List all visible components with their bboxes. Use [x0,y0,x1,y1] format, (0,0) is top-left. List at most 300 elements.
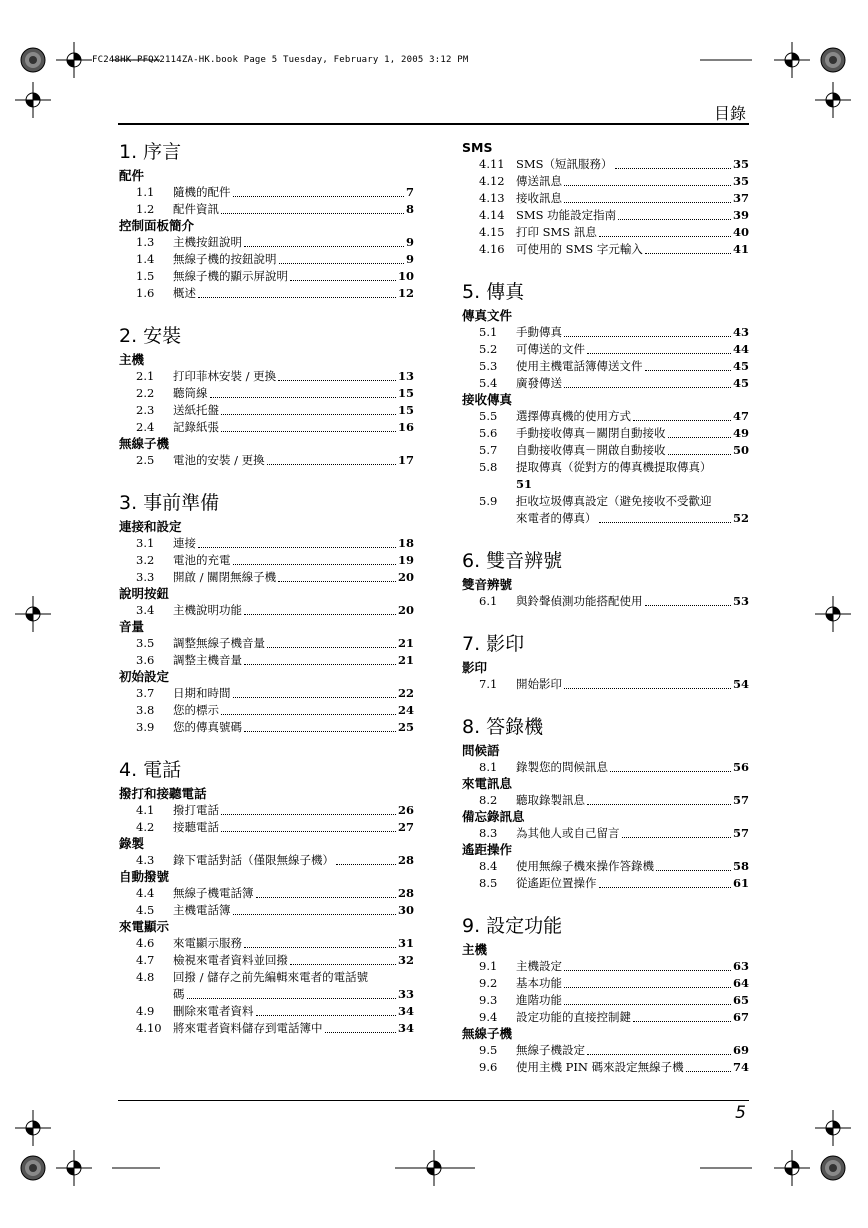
entry-title: 隨機的配件 [173,185,231,199]
entry-number: 8.2 [479,793,498,807]
section-heading: 問候語 [462,743,500,758]
dot-leader [244,731,396,732]
entry-title: 打印菲林安裝 / 更換 [173,369,277,383]
dot-leader [564,970,731,971]
dot-leader [290,280,396,281]
entry-page: 30 [397,903,414,917]
dot-leader [645,253,731,254]
entry-number: 2.5 [136,453,155,467]
entry-number: 5.7 [479,443,498,457]
entry-page: 33 [397,987,414,1001]
dot-leader [221,714,396,715]
entry-page: 35 [732,157,749,171]
entry-page: 37 [732,191,749,205]
dot-leader [633,1021,731,1022]
toc-entry [462,156,749,173]
entry-page: 44 [732,342,749,356]
entry-number: 1.2 [136,202,155,216]
toc-entry [119,719,414,736]
entry-number: 1.5 [136,269,155,283]
entry-number: 3.2 [136,553,155,567]
entry-body [516,493,749,527]
section-heading: 控制面板簡介 [119,218,195,233]
section-heading: 傳真文件 [462,308,513,323]
chapter-heading: 2. 安裝 [119,325,182,347]
entry-number: 4.8 [136,970,155,984]
entry-page: 45 [732,359,749,373]
entry-title: 電池的安裝 / 更換 [173,453,265,467]
entry-title-line2: 來電者的傳真） [516,511,597,525]
entry-title: 概述 [173,286,196,300]
entry-page: 65 [732,993,749,1007]
entry-title: 使用主機電話簿傳送文件 [516,359,643,373]
entry-number: 5.3 [479,359,498,373]
entry-title: 使用主機 PIN 碼來設定無線子機 [516,1060,684,1074]
toc-entry [119,702,414,719]
toc-entry [119,635,414,652]
entry-page: 18 [397,536,414,550]
section-heading: 備忘錄訊息 [462,809,525,824]
entry-body [173,969,414,1003]
entry-page: 40 [732,225,749,239]
toc-entry [119,852,414,869]
toc-entry [462,759,749,776]
entry-title: 進階功能 [516,993,562,1007]
entry-number: 6.1 [479,594,498,608]
toc-entry [119,1003,414,1020]
entry-title: 從遙距位置操作 [516,876,597,890]
chapter-heading: 1. 序言 [119,141,182,163]
dot-leader [267,647,396,648]
entry-number: 4.16 [479,242,505,256]
entry-number: 9.3 [479,993,498,1007]
entry-page: 9 [405,235,414,249]
toc-entry [119,902,414,919]
entry-title: 記錄紙張 [173,420,219,434]
entry-page: 20 [397,603,414,617]
toc-entry [462,442,749,459]
entry-number: 5.2 [479,342,498,356]
entry-number: 1.1 [136,185,155,199]
entry-page: 54 [732,677,749,691]
dot-leader [656,870,731,871]
entry-title: 開啟 / 關閉無線子機 [173,570,277,584]
toc-entry [462,493,749,527]
toc-entry [119,234,414,251]
entry-page: 50 [732,443,749,457]
entry-title: 送紙托盤 [173,403,219,417]
entry-page: 26 [397,803,414,817]
toc-entry [462,190,749,207]
section-heading: 影印 [462,660,488,675]
toc-entry [462,1042,749,1059]
entry-title: 聽筒線 [173,386,208,400]
entry-title: 選擇傳真機的使用方式 [516,409,631,423]
entry-number: 5.6 [479,426,498,440]
toc-entry [462,975,749,992]
entry-number: 9.1 [479,959,498,973]
entry-body [516,459,749,493]
chapter-heading: 9. 設定功能 [462,915,563,937]
dot-leader [668,437,731,438]
entry-number: 1.3 [136,235,155,249]
header-rule [118,123,749,125]
toc-entry [119,819,414,836]
entry-page: 63 [732,959,749,973]
section-heading: 連接和設定 [119,519,182,534]
entry-title: 開始影印 [516,677,562,691]
entry-page: 28 [397,886,414,900]
chapter-heading: 3. 事前準備 [119,492,220,514]
dot-leader [564,387,731,388]
dot-leader [278,581,396,582]
dot-leader [290,964,396,965]
entry-page: 35 [732,174,749,188]
entry-title: SMS 功能設定指南 [516,208,617,222]
header-title: 目錄 [713,104,746,123]
toc-entry [462,825,749,842]
toc-entry [462,224,749,241]
section-heading: 撥打和接聽電話 [119,786,207,801]
entry-page: 12 [397,286,414,300]
entry-title: 無線子機的顯示屏說明 [173,269,288,283]
entry-number: 5.8 [479,460,498,474]
entry-page: 52 [732,511,749,525]
entry-title: 聽取錄製訊息 [516,793,585,807]
entry-number: 3.9 [136,720,155,734]
toc-entry [119,184,414,201]
entry-number: 3.5 [136,636,155,650]
toc-entry [462,459,749,493]
entry-title: 手動傳真 [516,325,562,339]
entry-page: 41 [732,242,749,256]
dot-leader [599,522,731,523]
entry-page: 24 [397,703,414,717]
entry-title: 刪除來電者資料 [173,1004,254,1018]
toc-entry [119,885,414,902]
entry-number: 3.1 [136,536,155,550]
dot-leader [564,987,731,988]
entry-number: 9.5 [479,1043,498,1057]
section-heading: 接收傳真 [462,392,513,407]
toc-entry [119,368,414,385]
toc-entry [119,385,414,402]
dot-leader [198,547,396,548]
entry-number: 4.4 [136,886,155,900]
entry-title: 電池的充電 [173,553,231,567]
dot-leader [233,564,396,565]
entry-page: 58 [732,859,749,873]
section-heading: SMS [462,140,493,155]
entry-number: 8.4 [479,859,498,873]
dot-leader [278,380,396,381]
chapter-heading: 4. 電話 [119,759,182,781]
entry-page: 32 [397,953,414,967]
toc-entry [462,358,749,375]
dot-leader [564,336,731,337]
footer-rule [118,1100,749,1101]
toc-entry [119,285,414,302]
entry-page: 31 [397,936,414,950]
entry-page: 57 [732,793,749,807]
toc-entry [119,685,414,702]
entry-number: 5.1 [479,325,498,339]
entry-number: 4.12 [479,174,505,188]
dot-leader [587,353,731,354]
entry-page: 7 [405,185,414,199]
dot-leader [668,454,731,455]
entry-title: 主機按鈕說明 [173,235,242,249]
toc-entry [119,251,414,268]
entry-number: 4.2 [136,820,155,834]
entry-page: 47 [732,409,749,423]
entry-title: 設定功能的直接控制鍵 [516,1010,631,1024]
entry-title: 來電顯示服務 [173,936,242,950]
dot-leader [244,664,396,665]
entry-title: 拒收垃圾傳真設定（避免接收不受歡迎 [516,494,712,508]
section-heading: 自動撥號 [119,869,170,884]
dot-leader [645,605,731,606]
dot-leader [279,263,404,264]
entry-title: 您的標示 [173,703,219,717]
entry-page: 20 [397,570,414,584]
toc-entry [119,552,414,569]
section-heading: 說明按鈕 [119,586,170,601]
section-heading: 遙距操作 [462,842,513,857]
section-heading: 無線子機 [462,1026,513,1041]
entry-title-continued [173,986,414,1003]
toc-entry [462,992,749,1009]
entry-number: 8.5 [479,876,498,890]
entry-page: 28 [397,853,414,867]
section-heading: 錄製 [119,836,145,851]
dot-leader [686,1071,731,1072]
page-number: 5 [735,1103,746,1123]
entry-page: 10 [397,269,414,283]
entry-number: 4.11 [479,157,505,171]
dot-leader [587,1054,731,1055]
toc-entry [462,1009,749,1026]
toc-right-column [462,140,749,1076]
dot-leader [233,196,404,197]
dot-leader [615,168,731,169]
entry-title-line2: 碼 [173,987,185,1001]
entry-title: 錄下電話對話（僅限無線子機） [173,853,334,867]
toc-entry [119,952,414,969]
toc-entry [119,1020,414,1037]
entry-number: 8.1 [479,760,498,774]
toc-entry [119,652,414,669]
dot-leader [336,864,396,865]
entry-page: 43 [732,325,749,339]
entry-number: 3.8 [136,703,155,717]
entry-number: 1.6 [136,286,155,300]
dot-leader [564,1004,731,1005]
section-heading: 來電訊息 [462,776,513,791]
entry-number: 9.6 [479,1060,498,1074]
chapter-heading: 5. 傳真 [462,281,525,303]
toc-entry [462,241,749,258]
entry-title: 接收訊息 [516,191,562,205]
entry-number: 4.6 [136,936,155,950]
entry-number: 5.9 [479,494,498,508]
toc-entry [462,408,749,425]
entry-number: 4.1 [136,803,155,817]
entry-number: 4.15 [479,225,505,239]
entry-page: 17 [397,453,414,467]
entry-title: 自動接收傳真－開啟自動接收 [516,443,666,457]
entry-page: 57 [732,826,749,840]
dot-leader [244,947,396,948]
entry-title: 日期和時間 [173,686,231,700]
entry-number: 4.9 [136,1004,155,1018]
toc-entry [119,419,414,436]
entry-title: 主機設定 [516,959,562,973]
toc-entry [462,875,749,892]
entry-page: 9 [405,252,414,266]
entry-title: 檢視來電者資料並回撥 [173,953,288,967]
dot-leader [325,1032,396,1033]
entry-page: 8 [405,202,414,216]
toc-entry [462,858,749,875]
entry-number: 4.7 [136,953,155,967]
entry-page: 45 [732,376,749,390]
toc-left-column [119,140,414,1037]
entry-number: 8.3 [479,826,498,840]
entry-page: 53 [732,594,749,608]
entry-page: 25 [397,720,414,734]
entry-number: 4.5 [136,903,155,917]
chapter-heading: 6. 雙音辨號 [462,550,563,572]
print-slug: FC248HK-PFQX2114ZA-HK.book Page 5 Tuesday, February 1, 2005 3:12 PM [92,55,469,65]
dot-leader [564,202,731,203]
entry-page: 27 [397,820,414,834]
entry-number: 3.3 [136,570,155,584]
entry-number: 7.1 [479,677,498,691]
entry-page: 15 [397,386,414,400]
toc-entry [462,207,749,224]
dot-leader [599,236,731,237]
dot-leader [221,814,396,815]
entry-title: 調整主機音量 [173,653,242,667]
entry-number: 3.4 [136,603,155,617]
entry-title: 傳送訊息 [516,174,562,188]
entry-title: 主機電話簿 [173,903,231,917]
section-heading: 雙音辨號 [462,577,513,592]
dot-leader [633,420,731,421]
toc-entry [462,324,749,341]
toc-entry [119,201,414,218]
entry-number: 4.3 [136,853,155,867]
entry-title: 撥打電話 [173,803,219,817]
entry-page: 15 [397,403,414,417]
entry-page: 34 [397,1004,414,1018]
toc-entry [119,402,414,419]
section-heading: 初始設定 [119,669,170,684]
toc-entry [462,173,749,190]
dot-leader [618,219,731,220]
section-heading: 來電顯示 [119,919,170,934]
entry-title: 手動接收傳真－關閉自動接收 [516,426,666,440]
entry-number: 2.4 [136,420,155,434]
entry-number: 2.1 [136,369,155,383]
entry-number: 1.4 [136,252,155,266]
entry-title: 回撥 / 儲存之前先編輯來電者的電話號 [173,970,369,984]
toc-entry [462,792,749,809]
entry-title: 可使用的 SMS 字元輸入 [516,242,643,256]
dot-leader [564,688,731,689]
entry-page: 19 [397,553,414,567]
entry-number: 9.4 [479,1010,498,1024]
toc-entry [119,935,414,952]
entry-number: 9.2 [479,976,498,990]
dot-leader [221,431,396,432]
entry-title: 無線子機設定 [516,1043,585,1057]
entry-title: 無線子機電話簿 [173,886,254,900]
chapter-heading: 8. 答錄機 [462,716,544,738]
entry-title: 為其他人或自己留言 [516,826,620,840]
toc-entry [119,535,414,552]
toc-entry [119,268,414,285]
toc-entry [462,958,749,975]
toc-entry [462,593,749,610]
dot-leader [599,887,731,888]
toc-entry [462,375,749,392]
entry-title: 接聽電話 [173,820,219,834]
entry-number: 4.14 [479,208,505,222]
entry-title: 可傳送的文件 [516,342,585,356]
entry-number: 2.3 [136,403,155,417]
toc-entry [119,602,414,619]
entry-page: 34 [397,1021,414,1035]
entry-number: 4.13 [479,191,505,205]
dot-leader [198,297,396,298]
entry-page: 22 [397,686,414,700]
dot-leader [587,804,731,805]
entry-title: 與鈴聲偵測功能搭配使用 [516,594,643,608]
dot-leader [244,246,404,247]
entry-title: 廣發傳送 [516,376,562,390]
dot-leader [610,771,731,772]
dot-leader [645,370,731,371]
entry-title: 打印 SMS 訊息 [516,225,597,239]
entry-page: 74 [732,1060,749,1074]
toc-entry [462,676,749,693]
entry-page: 16 [397,420,414,434]
dot-leader [221,414,396,415]
entry-number: 4.10 [136,1021,162,1035]
entry-title: 您的傳真號碼 [173,720,242,734]
dot-leader [564,185,731,186]
entry-number: 5.5 [479,409,498,423]
entry-number: 3.7 [136,686,155,700]
entry-title: 主機說明功能 [173,603,242,617]
entry-page: 49 [732,426,749,440]
entry-page: 21 [397,653,414,667]
entry-page: 21 [397,636,414,650]
entry-title: 使用無線子機來操作答錄機 [516,859,654,873]
entry-title-continued [516,510,749,527]
toc-entry [462,425,749,442]
chapter-heading: 7. 影印 [462,633,525,655]
dot-leader [244,614,396,615]
entry-title: 無線子機的按鈕說明 [173,252,277,266]
entry-page: 61 [732,876,749,890]
entry-number: 2.2 [136,386,155,400]
dot-leader [221,213,404,214]
section-heading: 無線子機 [119,436,170,451]
entry-page: 13 [397,369,414,383]
